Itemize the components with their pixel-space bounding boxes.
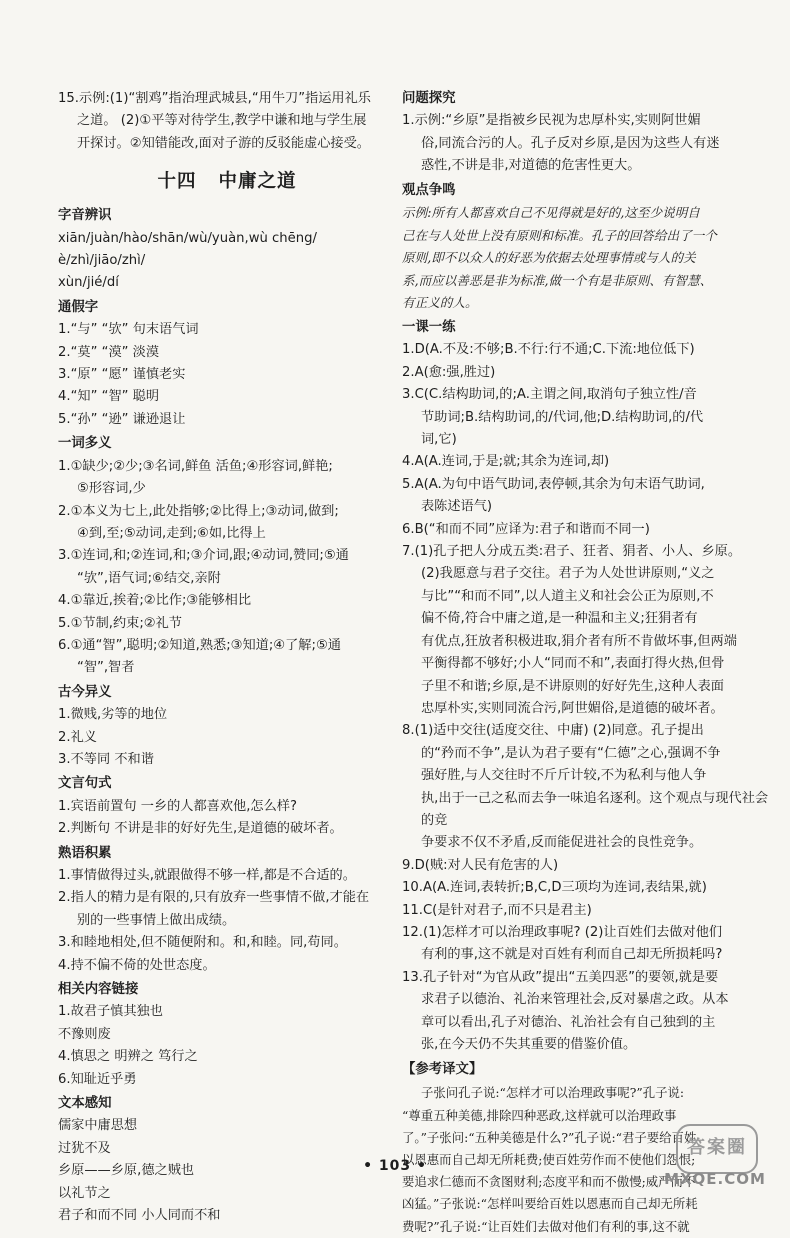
translation-line: 子张问孔子说:“怎样才可以治理政事呢?”孔子说: (421, 1085, 685, 1101)
text-line: 开探讨。②知错能改,面对子游的反驳能虚心接受。 (77, 135, 370, 151)
answer-line: 1.故君子慎其独也 (58, 1004, 163, 1020)
answer-line: 别的一些事情上做出成绩。 (77, 912, 236, 928)
handwritten-line: 有正义的人。 (402, 295, 478, 311)
section-heading: 一词多义 (58, 436, 112, 452)
answer-line: 3.“原” “愿” 谨慎老实 (58, 367, 186, 383)
answer-line: 有优点,狂放者积极进取,狷介者有所不肯做坏事,但两端 (421, 633, 737, 649)
answer-line: “欤”,语气词;⑥结交,亲附 (77, 570, 221, 586)
reference-translation-heading: 【参考译文】 (402, 1062, 483, 1078)
chapter-title (58, 167, 396, 197)
section-heading-wenti: 问题探究 (402, 91, 456, 106)
section-heading: 相关内容链接 (58, 982, 139, 998)
answer-line: 10.A(A.连词,表转折;B,C,D三项均为连词,表结果,就) (402, 880, 707, 896)
answer-line: 1.示例:“乡原”是指被乡民视为忠厚朴实,实则阿世媚 (402, 113, 701, 129)
answer-line: 节助词;B.结构助词,的/代词,他;D.结构助词,的/代 (421, 409, 704, 425)
answer-line: 争要求不仅不矛盾,反而能促进社会的良性竞争。 (421, 835, 703, 851)
answer-line: 12.(1)怎样才可以治理政事呢? (2)让百姓们去做对他们 (402, 924, 723, 940)
section-heading-guandian: 观点争鸣 (402, 182, 456, 198)
answer-line: 1.宾语前置句 一乡的人都喜欢他,怎么样? (58, 798, 297, 814)
guandian-answer (402, 202, 780, 315)
answer-line: 张,在今天仍不失其重要的借鉴价值。 (421, 1037, 637, 1052)
answer-line: 过犹不及 (58, 1140, 111, 1156)
answer-line: 3.和睦地相处,但不随便附和。和,和睦。同,苟同。 (58, 935, 347, 951)
answer-line: 8.(1)适中交往(适度交往、中庸) (2)同意。孔子提出 (402, 723, 704, 739)
answer-line: ⑤形容词,少 (77, 481, 146, 497)
yike-answers (402, 339, 780, 1056)
translation-line: 以恩惠而自己却无所耗费;使百姓劳作而不使他们怨恨; (402, 1152, 696, 1168)
question-15-block (58, 88, 396, 155)
answer-line: 1.微贱,劣等的地位 (58, 707, 168, 723)
answer-line: 偏不倚,符合中庸之道,是一种温和主义;狂狷者有 (421, 611, 698, 627)
translation-line: 费呢?”孔子说:“让百姓们去做对他们有利的事,这不就 (402, 1218, 690, 1234)
answer-line: “智”,智者 (77, 660, 135, 676)
answer-line: 11.C(是针对君子,而不只是君主) (402, 902, 592, 918)
answer-line: 2.判断句 不讲是非的好好先生,是道德的破坏者。 (58, 821, 343, 837)
answer-line: 的“矜而不争”,是认为君子要有“仁德”之心,强调不争 (421, 745, 721, 761)
watermark-url: MXQE.COM (664, 1170, 766, 1188)
translation-line: 了。”子张问:“五种美德是什么?”孔子说:“君子要给百姓 (402, 1129, 697, 1145)
answer-line: 执,出于一己之私而去争一味追名逐利。这个观点与现代社会的竞 (421, 790, 769, 828)
answer-line: 2.礼义 (58, 729, 97, 745)
answer-line: 1.事情做得过头,就跟做得不够一样,都是不合适的。 (58, 868, 356, 883)
handwritten-line: 己在与人处世上没有原则和标准。孔子的回答给出了一个 (402, 227, 717, 243)
answer-line: 表陈述语气) (421, 499, 493, 515)
answer-line: 词,它) (421, 432, 457, 448)
answer-line: 求君子以德治、礼治来管理社会,反对暴虐之政。从本 (421, 992, 729, 1008)
answer-line: 9.D(贼:对人民有危害的人) (402, 857, 559, 873)
answer-line: 有利的事,这不就是对百姓有利而自己却无所损耗吗? (421, 947, 723, 963)
answer-line: ④到,至;⑤动词,走到;⑥如,比得上 (77, 525, 266, 541)
answer-line: 以礼节之 (58, 1185, 111, 1201)
answer-line: 13.孔子针对“为官从政”提出“五美四恶”的要领,就是要 (402, 969, 719, 985)
answer-line: 5.A(A.为句中语气助词,表停顿,其余为句末语气助词, (402, 476, 705, 492)
answer-line: 4.“知” “智” 聪明 (58, 389, 160, 405)
page-number: • 103 • (363, 1158, 427, 1174)
section-heading: 熟语积累 (58, 845, 112, 861)
left-column (58, 88, 396, 1228)
answer-line: (2)我愿意与君子交往。君子为人处世讲原则,“义之 (421, 566, 715, 582)
answer-line: 6.①通“智”,聪明;②知道,熟悉;③知道;④了解;⑤通 (58, 637, 341, 653)
answer-line: 4.慎思之 明辨之 笃行之 (58, 1049, 198, 1065)
text-line: 之道。 (2)①平等对待学生,教学中谦和地与学生展 (77, 113, 367, 129)
right-column (402, 88, 780, 1238)
answer-line: 乡原——乡原,德之贼也 (58, 1163, 195, 1179)
answer-line: 2.①本义为七上,此处指够;②比得上;③动词,做到; (58, 503, 339, 519)
answer-line: 1.①缺少;②少;③名词,鲜鱼 活鱼;④形容词,鲜艳; (58, 458, 333, 474)
answer-line: 6.知耻近乎勇 (58, 1071, 137, 1087)
watermark-seal: 答案圈 (676, 1124, 758, 1174)
answer-line: 3.①连词,和;②连词,和;③介词,跟;④动词,赞同;⑤通 (58, 548, 349, 564)
answer-line: 与比”“和而不同”,以人道主义和社会公正为原则,不 (421, 588, 714, 604)
answer-line: 5.①节制,约束;②礼节 (58, 615, 182, 631)
answer-line: 平衡得都不够好;小人“同而不和”,表面打得火热,但骨 (421, 656, 725, 672)
answer-sections (58, 205, 396, 1227)
answer-line: 子里不和谐;乡原,是不讲原则的好好先生,这种人表面 (421, 678, 724, 694)
translation-line: 凶猛。”子张说:“怎样叫要给百姓以恩惠而自己却无所耗 (402, 1196, 698, 1212)
handwritten-line: 示例:所有人都喜欢自己不见得就是好的,这至少说明自 (402, 205, 700, 221)
answer-line: 强好胜,与人交往时不斤斤计较,不为私利与他人争 (421, 768, 707, 784)
answer-line: 3.C(C.结构助词,的;A.主谓之间,取消句子独立性/音 (402, 387, 697, 403)
answer-line: 2.A(愈:强,胜过) (402, 364, 496, 380)
answer-line: xùn/jié/dí (58, 275, 119, 291)
answer-line: 不豫则废 (58, 1026, 111, 1042)
chapter-name: 中庸之道 (218, 171, 297, 193)
answer-line: 章可以看出,孔子对德治、礼治社会有自己独到的主 (421, 1014, 716, 1030)
translation-line: “尊重五种美德,排除四种恶政,这样就可以治理政事 (402, 1107, 677, 1123)
answer-line: 4.持不偏不倚的处世态度。 (58, 957, 216, 973)
section-heading: 古今异义 (58, 684, 112, 700)
answer-line: 4.A(A.连词,于是;就;其余为连词,却) (402, 454, 610, 470)
answer-line: 1.“与” “欤” 句末语气词 (58, 322, 199, 338)
handwritten-line: 系,而应以善恶是非为标准,做一个有是非原则、有智慧、 (402, 272, 713, 288)
section-heading: 字音辨识 (58, 208, 112, 224)
answer-line: 3.不等同 不和谐 (58, 751, 154, 767)
watermark-logo (656, 1124, 774, 1190)
answer-line: 君子和而不同 小人同而不和 (58, 1208, 221, 1224)
answer-line: 惑性,不讲是非,对道德的危害性更大。 (421, 158, 641, 174)
text-line: 15.示例:(1)“割鸡”指治理武城县,“用牛刀”指运用礼乐 (58, 91, 371, 106)
answer-line: 1.D(A.不及:不够;B.不行:行不通;C.下流:地位低下) (402, 342, 695, 358)
answer-line: 4.①靠近,挨着;②比作;③能够相比 (58, 593, 252, 609)
wenti-answer (402, 110, 780, 177)
section-heading: 文本感知 (58, 1096, 112, 1112)
answer-line: xiān/juàn/hào/shān/wù/yuàn,wù chēng/è/zhì/jiāo/zhì/ (58, 230, 317, 269)
handwritten-line: 原则,即不以众人的好恶为依据去处理事情或与人的关 (402, 250, 696, 266)
section-heading-yike: 一课一练 (402, 320, 456, 335)
section-heading: 通假字 (58, 299, 99, 315)
section-heading: 文言句式 (58, 776, 112, 792)
answer-line: 儒家中庸思想 (58, 1118, 138, 1134)
translation-line: 要追求仁德而不贪图财利;态度平和而不傲慢;威严而不 (402, 1174, 696, 1190)
answer-line: 5.“孙” “逊” 谦逊退让 (58, 411, 186, 427)
answer-line: 2.“莫” “漠” 淡漠 (58, 344, 160, 360)
answer-line: 俗,同流合污的人。孔子反对乡原,是因为这些人有迷 (421, 135, 720, 151)
answer-line: 7.(1)孔子把人分成五类:君子、狂者、狷者、小人、乡原。 (402, 544, 742, 560)
chapter-number: 十四 (157, 171, 197, 193)
answer-line: 忠厚朴实,实则同流合污,阿世媚俗,是道德的破坏者。 (421, 700, 724, 716)
answer-line: 2.指人的精力是有限的,只有放弃一些事情不做,才能在 (58, 890, 370, 906)
answer-line: 6.B(“和而不同”应译为:君子和谐而不同一) (402, 521, 650, 537)
